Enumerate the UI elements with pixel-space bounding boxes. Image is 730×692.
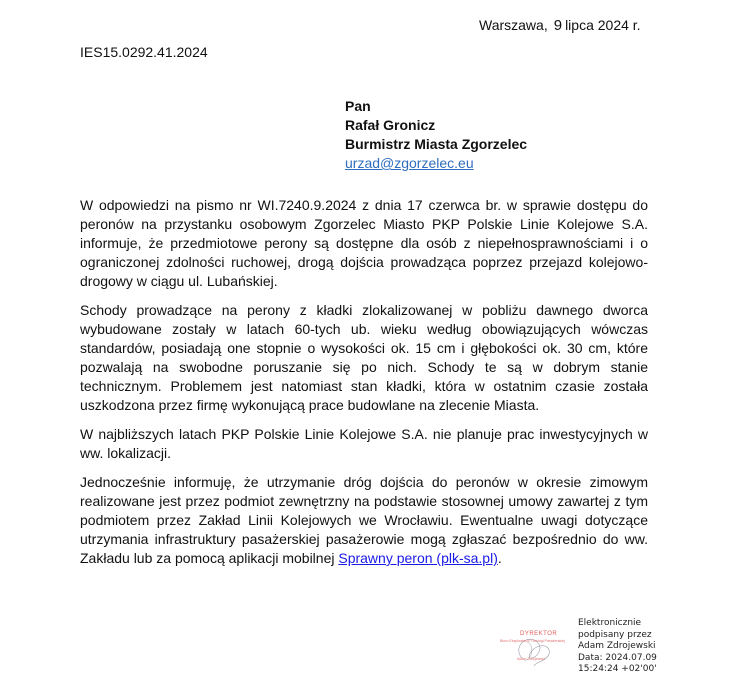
- addressee-name: Rafał Gronicz: [345, 117, 436, 133]
- day: 9: [553, 17, 563, 34]
- stamp-unit: Biuro Eksploatacji i Obsługi Pasażerskiej: [500, 639, 565, 643]
- electronic-signature-info: [578, 618, 657, 676]
- paragraph-1: W odpowiedzi na pismo nr WI.7240.9.2024 z dnia 17 czerwca br. w sprawie dostępu do peronów na przystanku osobowym Zgorzelec Miasto PKP Polskie Linie Kolejowe S.A. informuje, że przedmiotowe perony są dostępne dla osób z niepełnosprawnościami i o ograniczonej zdolności ruchowej, drogą dojścia prowadząca poprzez przejazd kolejowo-drogowy w ciągu ul. Lubańskiej.: [80, 197, 648, 289]
- month-year: lipca 2024 r.: [565, 17, 641, 33]
- esign-line-5: 15:24:24 +02'00': [578, 664, 657, 674]
- paragraph-4-text: Jednocześnie informuję, że utrzymanie dróg dojścia do peronów w okresie zimowym realizowane jest przez podmiot zewnętrzny na podstawie stosownej umowy zawartej z tym podmiotem przez Zakład Linii Kolejowych we Wrocławiu. Ewentualne uwagi dotyczące utrzymania infrastruktury pasażerskiej pasażerowie mogą zgłaszać bezpośrednio do ww. Zakładu lub za pomocą aplikacji mobilnej: [80, 474, 648, 566]
- sprawny-peron-link[interactable]: Sprawny peron (plk-sa.pl): [338, 550, 498, 566]
- stamp-name: Adam Zdrojewski: [517, 657, 545, 661]
- place-and-date: [479, 17, 641, 34]
- reference-number: IES15.0292.41.2024: [80, 44, 208, 60]
- place: Warszawa,: [479, 17, 548, 33]
- addressee-title: Burmistrz Miasta Zgorzelec: [345, 136, 528, 152]
- esign-line-3: Adam Zdrojewski: [578, 641, 656, 651]
- esign-line-2: podpisany przez: [578, 629, 652, 640]
- stamp-title: DYREKTOR: [520, 631, 558, 637]
- esign-line-1: Elektronicznie: [578, 618, 642, 628]
- paragraph-4-end: .: [497, 550, 502, 566]
- paragraph-2: Schody prowadzące na perony z kładki zlokalizowanej w pobliżu dawnego dworca wybudowane zostały w latach 60-tych ub. wieku według obowiązujących wówczas standardów, posiadają one stopnie o wysokości ok. 15 cm i głębokości ok. 30 cm, które pozwalają na swobodne poruszanie się po nich. Schody te są w dobrym stanie technicznym. Problemem jest natomiast stan kładki, która w ostatnim czasie została uszkodzona przez firmę wykonującą prace budowlane na zlecenie Miasta.: [80, 302, 648, 413]
- esign-line-4: Data: 2024.07.09: [578, 652, 657, 663]
- paragraph-3: W najbliższych latach PKP Polskie Linie Kolejowe S.A. nie planuje prac inwestycyjnych w ww. lokalizacji.: [80, 426, 648, 461]
- addressee-block: [345, 97, 527, 173]
- letter-body: [80, 196, 648, 578]
- addressee-salutation: Pan: [345, 98, 371, 114]
- signature-stamp: [500, 628, 572, 670]
- paragraph-4: [80, 473, 648, 568]
- addressee-email-link[interactable]: urzad@zgorzelec.eu: [345, 155, 474, 171]
